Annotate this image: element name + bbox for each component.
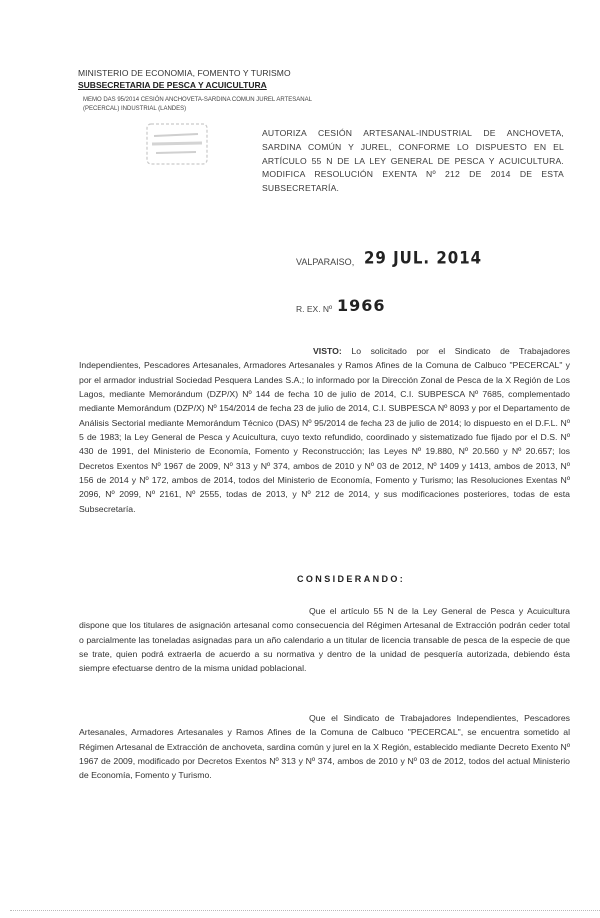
visto-heading: VISTO:: [313, 346, 342, 356]
subsecretaria-name: SUBSECRETARIA DE PESCA Y ACUICULTURA: [78, 80, 267, 90]
visto-paragraph: [79, 344, 570, 516]
visto-text: Lo solicitado por el Sindicato de Trabajadores Independientes, Pescadores Artesanales, Armadores Artesanales y Ramos Afines de la Comuna de Calbuco "PECERCAL" y por el armador industrial Sociedad Pesquera Landes S.A.; lo informado por la Dirección Zonal de Pesca de la X Región de Los Lagos, mediante Memorándum (DZP/X) Nº 144 de fecha 10 de julio de 2014, C.I. SUBPESCA Nº 7685, complementado mediante Memorándum (DZP/X) Nº 154/2014 de fecha 23 de julio de 2014, C.I. SUBPESCA Nº 8093 y por el Departamento de Análisis Sectorial mediante Memorándum Técnico (DAS) Nº 95/2014 de fecha 23 de julio de 2014; lo dispuesto en el D.F.L. Nº 5 de 1983; la Ley General de Pesca y Acuicultura, cuyo texto refundido, coordinado y sistematizado fue fijado por el D.S. Nº 430 de 1991, del Ministerio de Economía, Fomento y Reconstrucción; las Leyes Nº 19.880, Nº 20.560 y Nº 20.657; los Decretos Exentos Nº 1967 de 2009, Nº 313 y Nº 374, ambos de 2010 y Nº 03 de 2012, Nº 1409 y 1413, ambos de 2013, Nº 156 de 2014 y Nº 172, ambos de 2014, todos del Ministerio de Economía, Fomento y Turismo; las Resoluciones Exentas Nº 2096, Nº 2099, Nº 2161, Nº 2555, todas de 2013, y Nº 212 de 2014, y sus modificaciones posteriores, todas de esta Subsecretaría.: [79, 346, 570, 514]
considerando-heading: CONSIDERANDO:: [297, 574, 406, 584]
issue-place: VALPARAISO,: [296, 257, 355, 267]
considerando-paragraph-2: Que el Sindicato de Trabajadores Independientes, Pescadores Artesanales, Armadores Artesanales y Ramos Afines de la Comuna de Calbuco "PECERCAL", se encuentra sometido al Régimen Artesanal de Extracción de anchoveta, sardina común y jurel en la X Región, establecido mediante Decreto Exento Nº 1967 de 2009, modificado por Decretos Exentos Nº 313 y Nº 374, ambos de 2010 y Nº 03 de 2012, todos del actual Ministerio de Economía, Fomento y Turismo.: [79, 713, 570, 781]
stamp-seal: [146, 122, 208, 166]
scan-edge-line: [10, 910, 600, 912]
memo-reference: MEMO DAS 95/2014 CESIÓN ANCHOVETA-SARDINA COMUN JUREL ARTESANAL (PECERCAL) INDUSTRIAL (LANDES): [83, 97, 312, 112]
resolution-summary: AUTORIZA CESIÓN ARTESANAL-INDUSTRIAL DE ANCHOVETA, SARDINA COMÚN Y JUREL, CONFORME LO DISPUESTO EN EL ARTÍCULO 55 N DE LA LEY GENERAL DE PESCA Y ACUICULTURA. MODIFICA RESOLUCIÓN EXENTA Nº 212 DE 2014 DE ESTA SUBSECRETARÍA.: [262, 128, 564, 194]
resolution-number-stamp: 1966: [337, 296, 386, 315]
issue-date-stamp: 29 JUL. 2014: [364, 247, 483, 269]
considerando-paragraph-1: Que el artículo 55 N de la Ley General de Pesca y Acuicultura dispone que los titulares de asignación artesanal como consecuencia del Régimen Artesanal de Extracción podrán ceder total o parcialmente las toneladas asignadas para un año calendario a un titular de licencia transable de pesca de la especie de que se trate, quien podrá extraerla de acuerdo a su normativa y dentro de la unidad de pesquería autorizada, debiendo ésta siempre efectuarse dentro de la misma unidad poblacional.: [79, 606, 570, 674]
ministry-name: MINISTERIO DE ECONOMIA, FOMENTO Y TURISMO: [78, 68, 291, 78]
resolution-number-label: R. EX. Nº: [296, 304, 333, 314]
